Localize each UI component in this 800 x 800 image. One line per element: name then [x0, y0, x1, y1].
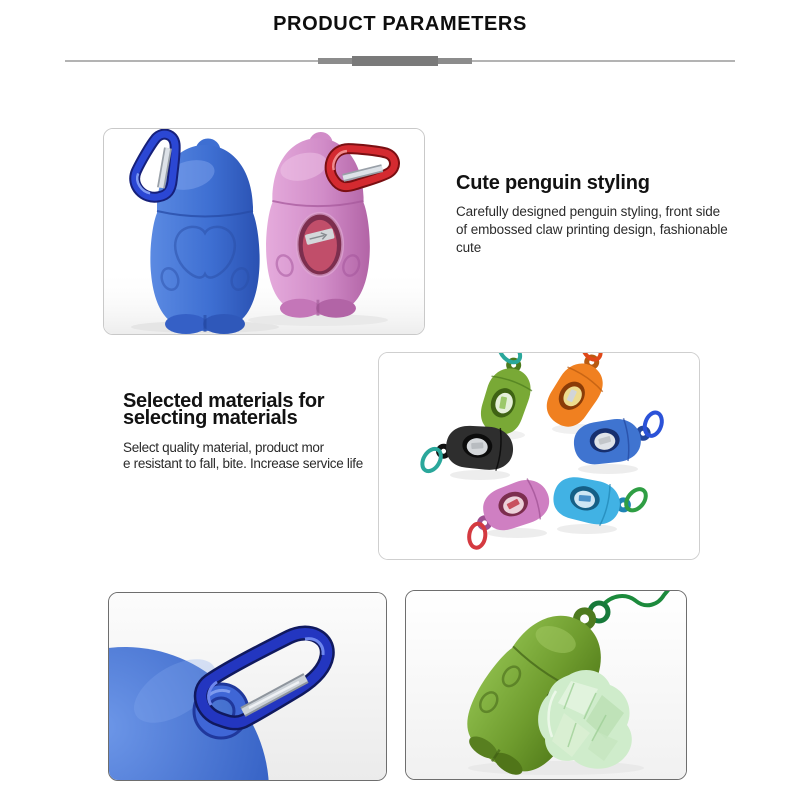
section-penguin-styling	[456, 173, 736, 257]
penguin-pair-illustration	[104, 129, 424, 334]
heading-line: selecting materials	[123, 407, 298, 429]
section-body	[123, 440, 383, 471]
section-selected-materials	[123, 390, 383, 471]
body-line: Carefully designed penguin styling, front side	[456, 204, 721, 219]
photo-bag-dispensing	[405, 590, 687, 780]
body-line: cute	[456, 240, 482, 255]
heading-line: Selected materials for	[123, 390, 325, 412]
section-heading	[123, 390, 383, 429]
photo-color-variants	[378, 352, 700, 560]
body-line: of embossed claw printing design, fashionable	[456, 222, 728, 237]
divider-bar-thick	[352, 56, 438, 66]
bag-dispensing-illustration	[406, 591, 686, 779]
pink-penguin-dispenser	[266, 136, 370, 317]
page-title: PRODUCT PARAMETERS	[273, 13, 527, 35]
color-variants-illustration	[379, 353, 699, 559]
body-line: Select quality material, product mor	[123, 440, 324, 455]
carabiner-closeup-illustration	[109, 593, 386, 780]
photo-carabiner-closeup	[108, 592, 387, 781]
section-heading: Cute penguin styling	[456, 172, 650, 194]
section-body	[456, 203, 736, 257]
body-line: e resistant to fall, bite. Increase service life	[123, 455, 363, 471]
photo-penguin-pair	[103, 128, 425, 335]
